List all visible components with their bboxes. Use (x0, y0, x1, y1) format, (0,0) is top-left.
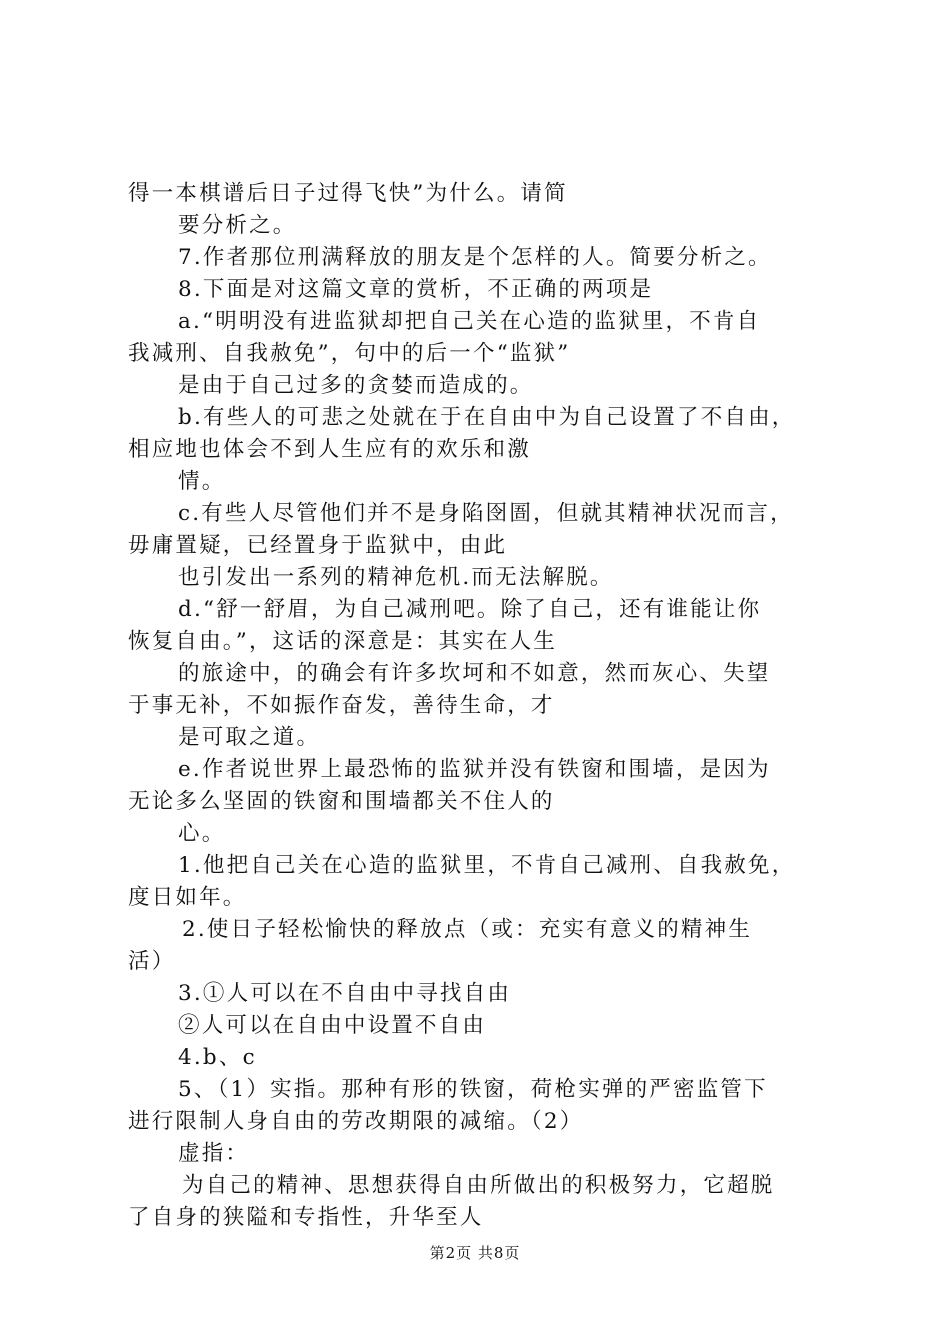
text-line: 要分析之。 (178, 213, 297, 238)
text-line: 进行限制人身自由的劳改期限的减缩。（2） (128, 1109, 584, 1134)
text-line: 是由于自己过多的贪婪而造成的。 (178, 373, 534, 398)
text-line: 情。 (178, 469, 226, 494)
text-line: 于事无补，不如振作奋发，善待生命，才 (128, 693, 555, 718)
text-line: 4.b、c (178, 1045, 257, 1070)
text-line: ②人可以在自由中设置不自由 (178, 1013, 487, 1038)
text-line: 我减刑、自我赦免”，句中的后一个“监狱” (128, 341, 571, 366)
text-line: 心。 (178, 821, 226, 846)
text-line: a.“明明没有进监狱却把自己关在心造的监狱里，不肯自 (178, 309, 761, 334)
page-footer: 第2页 共8页 (429, 1244, 521, 1262)
text-line: e.作者说世界上最恐怖的监狱并没有铁窗和围墙，是因为 (178, 757, 771, 782)
text-line: 了自身的狭隘和专指性，升华至人 (128, 1205, 484, 1230)
text-line: 5、（1）实指。那种有形的铁窗，荷枪实弹的严密监管下 (178, 1077, 768, 1102)
text-line: 为自己的精神、思想获得自由所做出的积极努力，它超脱 (182, 1173, 775, 1198)
text-line: 也引发出一系列的精神危机.而无法解脱。 (178, 565, 614, 590)
text-line: 度日如年。 (128, 885, 247, 910)
text-line: 无论多么坚固的铁窗和围墙都关不住人的 (128, 789, 555, 814)
text-line: 2.使日子轻松愉快的释放点（或：充实有意义的精神生 (182, 917, 753, 942)
text-line: 8.下面是对这篇文章的赏析，不正确的两项是 (178, 277, 654, 302)
text-line: 3.①人可以在不自由中寻找自由 (178, 981, 512, 1006)
text-line: 的旅途中，的确会有许多坎坷和不如意，然而灰心、失望 (178, 661, 771, 686)
text-line: 7.作者那位刑满释放的朋友是个怎样的人。简要分析之。 (178, 245, 772, 270)
text-line: c.有些人尽管他们并不是身陷囹圄，但就其精神状况而言， (178, 501, 794, 526)
text-line: 活） (128, 949, 176, 974)
text-line: 得一本棋谱后日子过得飞快”为什么。请简 (128, 181, 568, 206)
text-line: 毋庸置疑，已经置身于监狱中，由此 (128, 533, 508, 558)
text-line: b.有些人的可悲之处就在于在自由中为自己设置了不自由， (178, 405, 796, 430)
text-line: 虚指： (178, 1141, 250, 1166)
text-line: 1.他把自己关在心造的监狱里，不肯自己减刑、自我赦免， (178, 853, 796, 878)
text-line: 是可取之道。 (178, 725, 321, 750)
text-line: d.“舒一舒眉，为自己减刑吧。除了自己，还有谁能让你 (178, 597, 762, 622)
text-line: 相应地也体会不到人生应有的欢乐和激 (128, 437, 531, 462)
text-line: 恢复自由。”，这话的深意是：其实在人生 (128, 629, 558, 654)
